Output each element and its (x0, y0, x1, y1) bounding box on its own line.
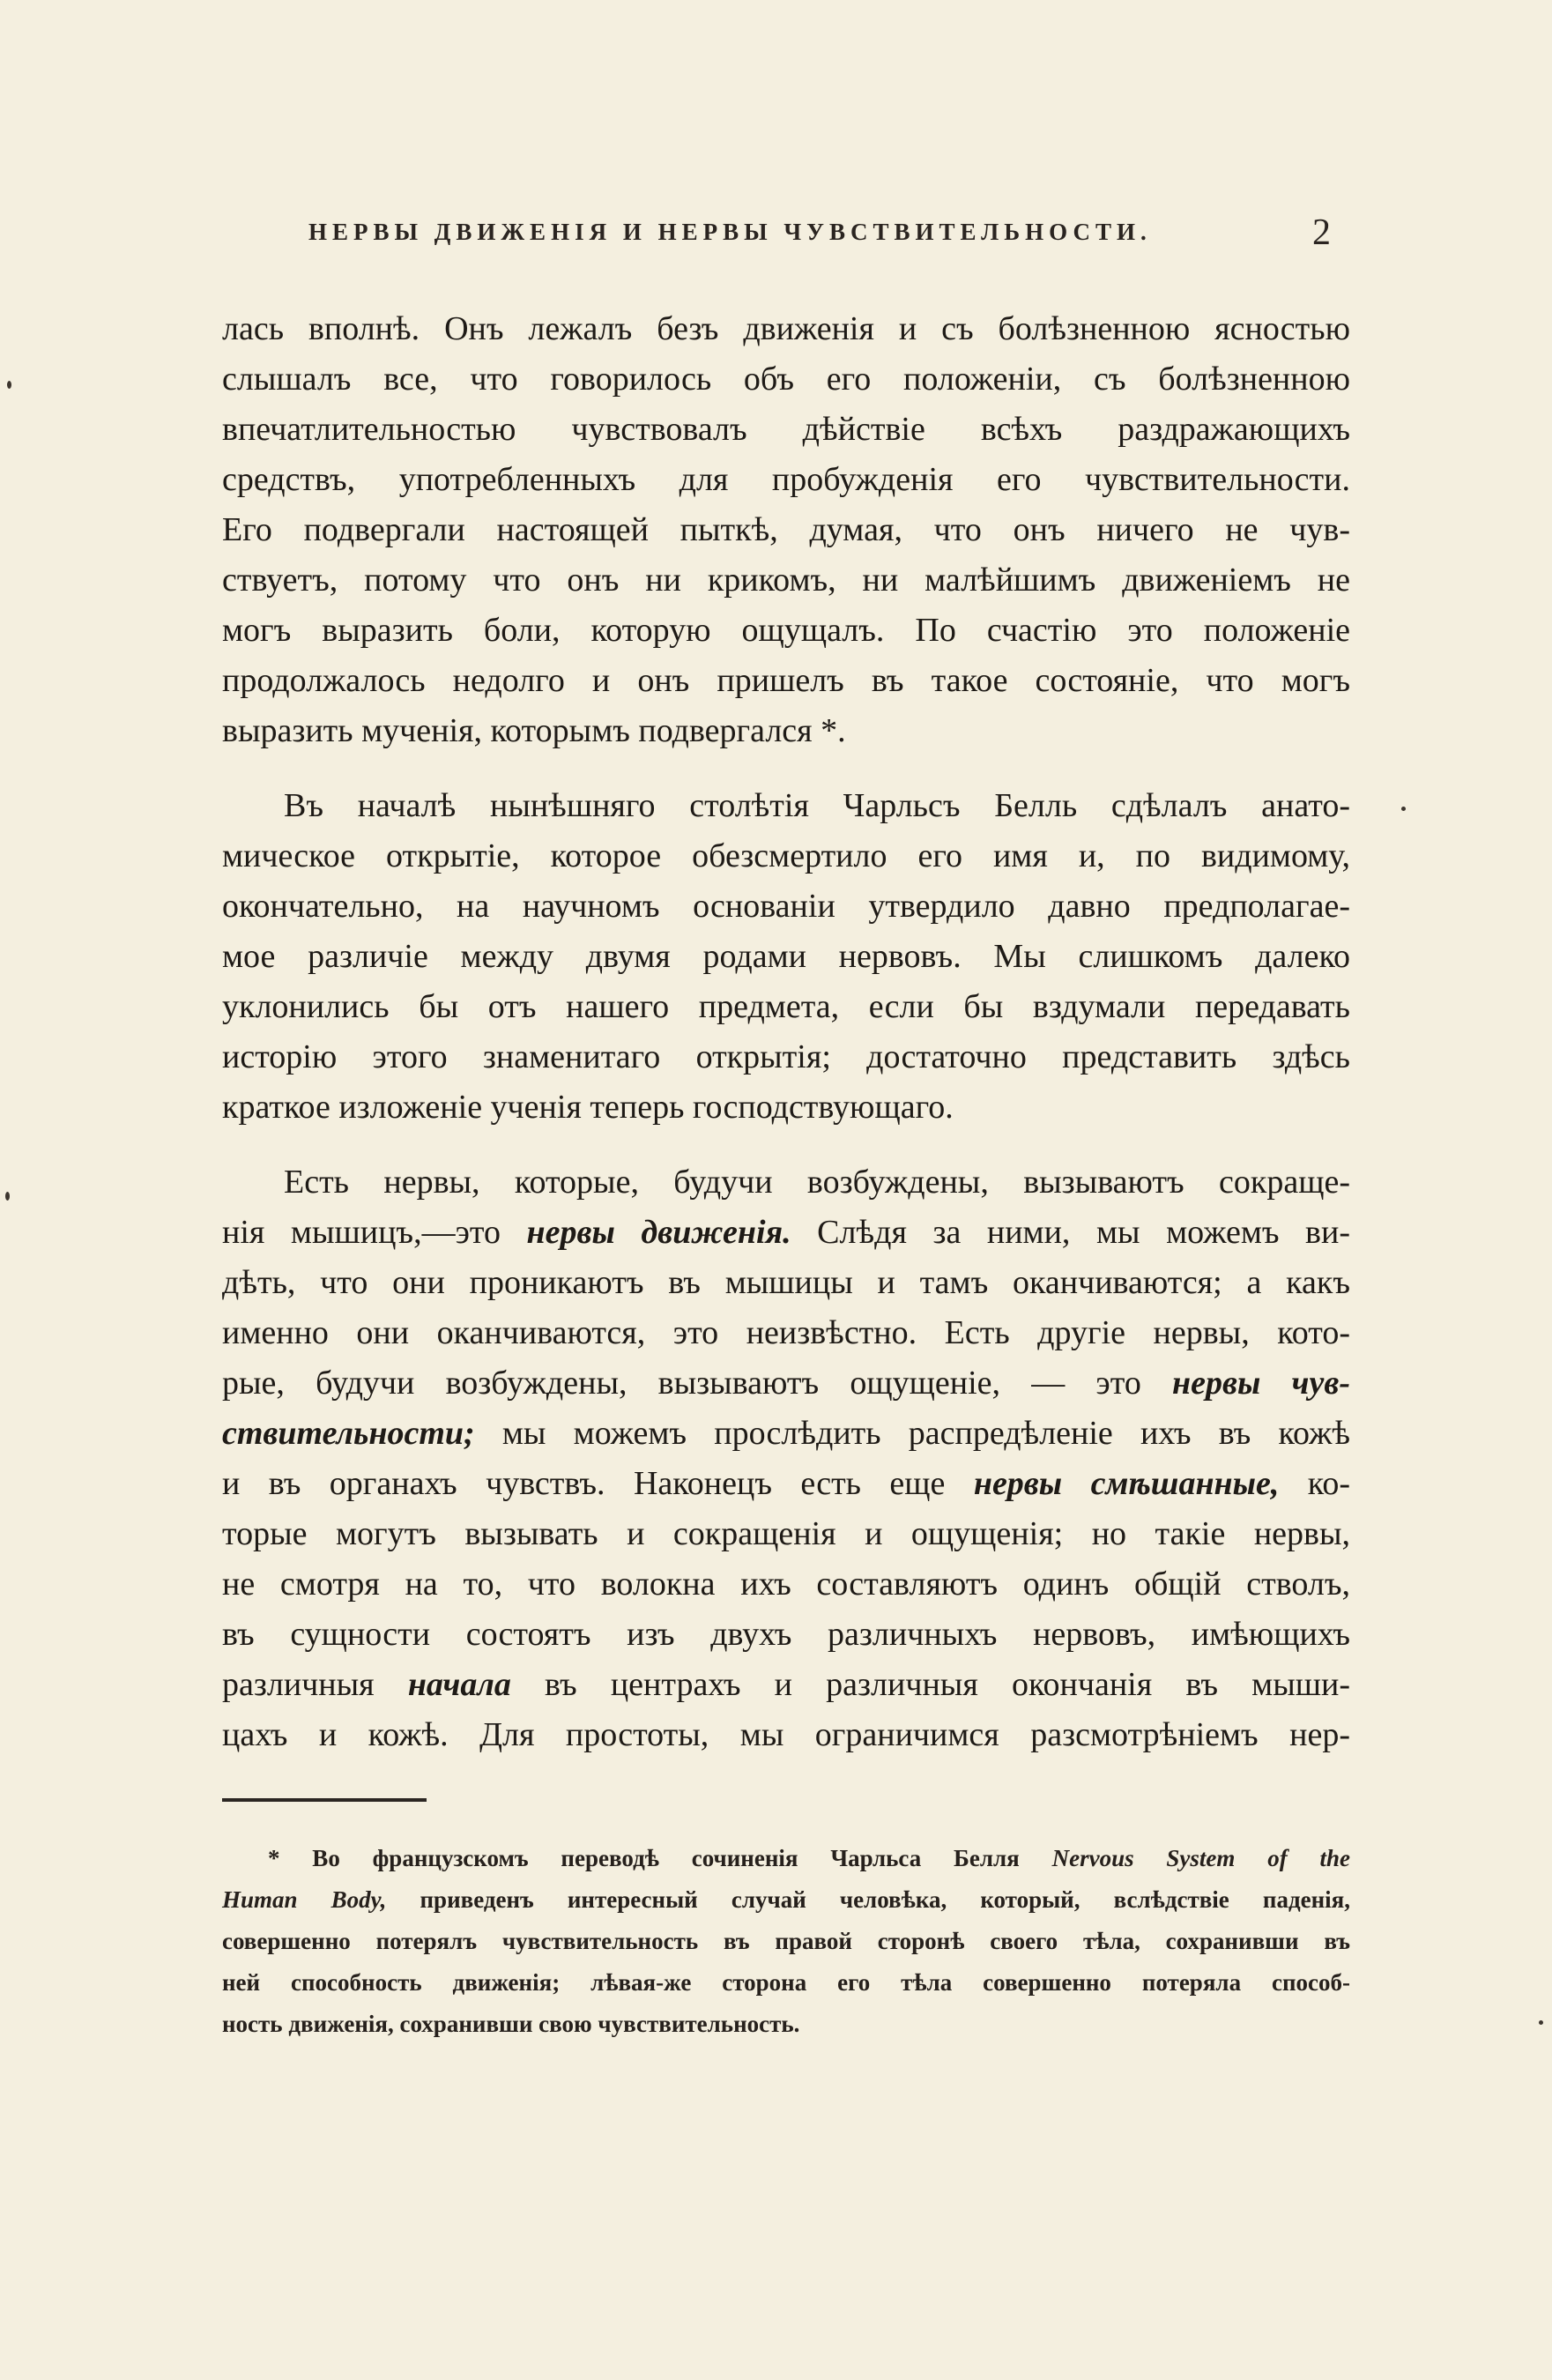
text-run: приведенъ интересный случай человѣка, который, вслѣдствіе паденія, (386, 1886, 1351, 1913)
text-line (222, 1459, 1350, 1509)
text-line: впечатлительностью чувствовалъ дѣйствіе всѣхъ раздражающихъ (222, 411, 1350, 448)
text-run: нія мышицъ,—это (222, 1214, 527, 1251)
margin-speck (1539, 2020, 1543, 2025)
text-line: продолжалось недолго и онъ пришелъ въ такое состояніе, что могъ (222, 662, 1350, 699)
text-line (222, 1409, 1350, 1459)
text-line: дѣть, что они проникаютъ въ мышицы и тамъ оканчиваются; а какъ (222, 1264, 1350, 1301)
text-run: въ центрахъ и различныя окончанія въ мыши- (510, 1666, 1351, 1703)
emphasis-term: нервы чув- (1172, 1365, 1350, 1402)
text-run: Слѣдя за ними, мы можемъ ви- (791, 1214, 1350, 1251)
text-line: именно они оканчиваются, это неизвѣстно. Есть другіе нервы, кото- (222, 1314, 1350, 1351)
running-head (308, 212, 1331, 264)
text-run: рые, будучи возбуждены, вызываютъ ощущеніе, — это (222, 1365, 1173, 1402)
text-line: Его подвергали настоящей пыткѣ, думая, что онъ ничего не чув- (222, 511, 1350, 548)
text-line: могъ выразить боли, которую ощущалъ. По счастію это положеніе (222, 612, 1350, 649)
body-text (222, 304, 1350, 1760)
text-line: ствуетъ, потому что онъ ни крикомъ, ни малѣйшимъ движеніемъ не (222, 562, 1350, 599)
emphasis-term: начала (407, 1666, 511, 1703)
margin-speck (1401, 807, 1406, 811)
footnote-rule (222, 1798, 427, 1802)
text-line (222, 1660, 1350, 1710)
emphasis-term: ствительности; (222, 1415, 475, 1452)
text-line: слышалъ все, что говорилось объ его положеніи, съ болѣзненною (222, 361, 1350, 398)
text-line: окончательно, на научномъ основаніи утвердило давно предполагае- (222, 888, 1350, 925)
margin-speck (5, 1192, 10, 1201)
footnote (222, 1838, 1350, 2045)
text-line (222, 1358, 1350, 1409)
text-run: ко- (1279, 1465, 1350, 1502)
text-line: мое различіе между двумя родами нервовъ. Мы слишкомъ далеко (222, 938, 1350, 975)
page-number: 2 (1312, 212, 1331, 253)
text-line: не смотря на то, что волокна ихъ составляютъ одинъ общій стволъ, (222, 1566, 1350, 1603)
emphasis-term: нервы смѣшанные, (973, 1465, 1280, 1502)
emphasis-term: нервы движенія. (526, 1214, 791, 1251)
text-line: цахъ и кожѣ. Для простоты, мы ограничимся разсмотрѣніемъ нер- (222, 1716, 1350, 1753)
emphasis-title: Human Body, (222, 1886, 387, 1913)
text-line: торые могутъ вызывать и сокращенія и ощущенія; но такіе нервы, (222, 1515, 1350, 1552)
text-run: различныя (222, 1666, 408, 1703)
footnote-line: совершенно потерялъ чувствительность въ правой сторонѣ своего тѣла, сохранивши въ (222, 1928, 1350, 1954)
margin-speck (7, 381, 11, 389)
footnote-line (222, 1838, 1350, 1879)
text-line (222, 1208, 1350, 1258)
paragraph-2 (222, 781, 1350, 1133)
text-run: мы можемъ прослѣдить распредѣленіе ихъ въ кожѣ (474, 1415, 1350, 1452)
footnote-line (222, 1879, 1350, 1921)
text-run: и въ органахъ чувствъ. Наконецъ есть еще (222, 1465, 974, 1502)
text-run: * Во французскомъ переводѣ сочиненія Чарльса Белля (268, 1845, 1052, 1871)
text-line: выразить мученія, которымъ подвергался *. (222, 712, 846, 749)
text-line: средствъ, употребленныхъ для пробужденія его чувствительности. (222, 461, 1350, 498)
paragraph-3 (222, 1157, 1350, 1760)
text-line: Есть нервы, которые, будучи возбуждены, вызываютъ сокраще- (284, 1164, 1350, 1201)
text-line: исторію этого знаменитаго открытія; достаточно представить здѣсь (222, 1038, 1350, 1075)
paragraph-1 (222, 304, 1350, 756)
text-line: уклонились бы отъ нашего предмета, если бы вздумали передавать (222, 988, 1350, 1025)
text-line: въ сущности состоятъ изъ двухъ различныхъ нервовъ, имѣющихъ (222, 1616, 1350, 1653)
emphasis-title: Nervous System of the (1051, 1845, 1351, 1871)
text-line: лась вполнѣ. Онъ лежалъ безъ движенія и съ болѣзненною ясностью (222, 310, 1350, 347)
footnote-line: ней способность движенія; лѣвая-же сторона его тѣла совершенно потеряла способ- (222, 1969, 1350, 1996)
text-line: Въ началѣ нынѣшняго столѣтія Чарльсъ Белль сдѣлалъ анато- (284, 787, 1350, 824)
running-title: НЕРВЫ ДВИЖЕНІЯ И НЕРВЫ ЧУВСТВИТЕЛЬНОСТИ. (308, 219, 1152, 245)
footnote-line: ность движенія, сохранивши свою чувствительность. (222, 2011, 800, 2037)
text-line: краткое изложеніе ученія теперь господствующаго. (222, 1089, 954, 1126)
text-line: мическое открытіе, которое обезсмертило его имя и, по видимому, (222, 837, 1350, 874)
